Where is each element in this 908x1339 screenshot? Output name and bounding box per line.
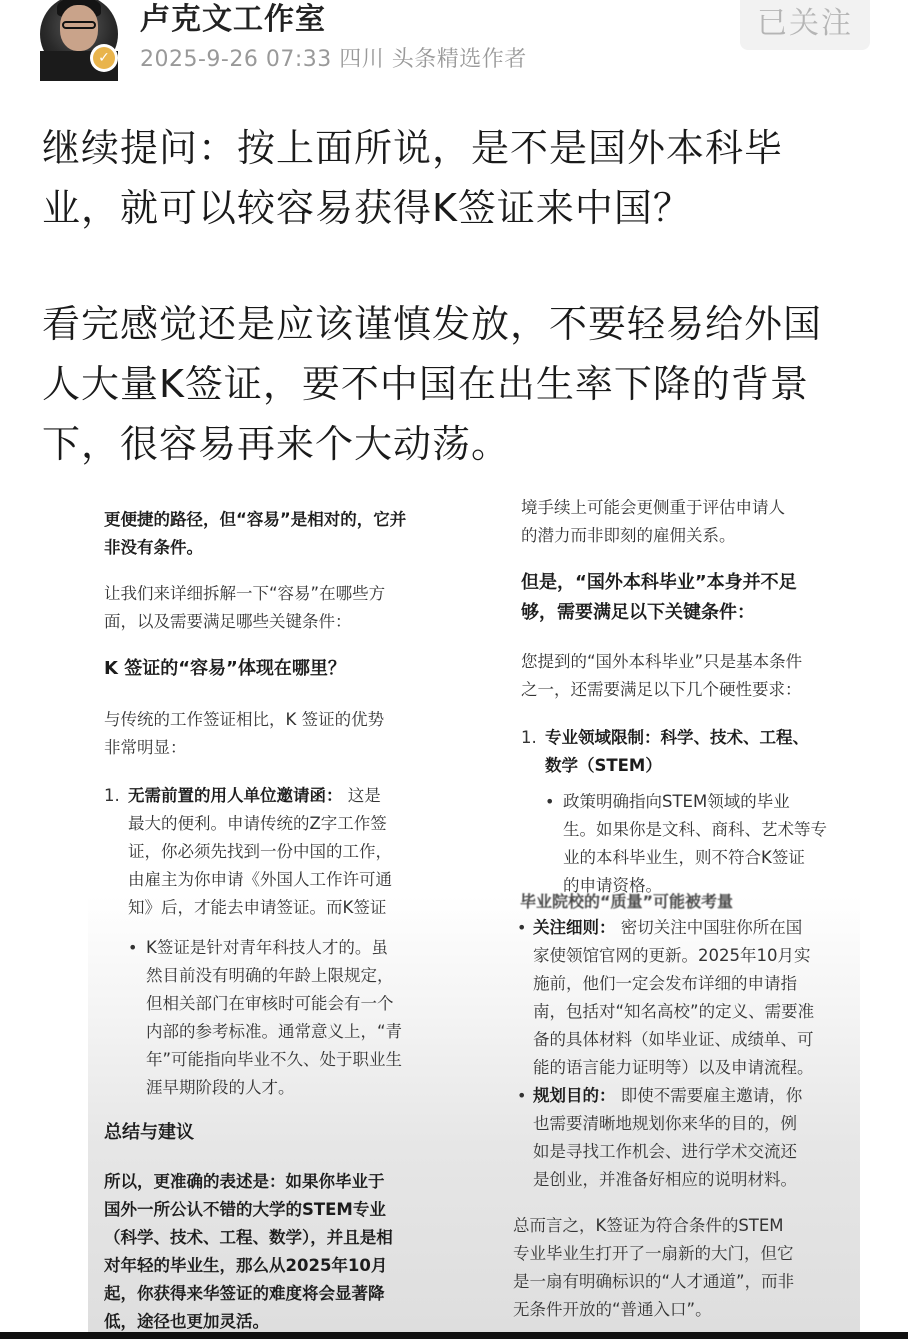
- bullet-icon: •: [517, 918, 527, 937]
- cut-off-line: 毕业院校的“质量”可能被考量: [520, 892, 734, 911]
- post-header: [0, 0, 908, 90]
- conclusion-paragraph: 总而言之，K签证为符合条件的STEM 专业毕业生打开了一扇新的大门，但它 是一扇有明确标识的“人才通道”，而非 无条件开放的“普通入口”。: [513, 1216, 795, 1319]
- bullet-icon: •: [128, 938, 138, 957]
- author-name[interactable]: 卢克文工作室: [140, 2, 326, 37]
- paragraph: 与传统的工作签证相比，K 签证的优势 非常明显：: [104, 710, 385, 757]
- post-body: [42, 118, 882, 474]
- paragraph: 让我们来详细拆解一下“容易”在哪些方 面，以及需要满足哪些关键条件：: [104, 584, 386, 631]
- post-paragraph-1: [42, 118, 882, 238]
- post-line: 下，很容易再来个大动荡。: [42, 422, 511, 466]
- post-line: 人大量K签证，要不中国在出生率下降的背景: [42, 362, 809, 406]
- embedded-screenshot[interactable]: 更便捷的路径，但“容易”是相对的，它并 非没有条件。 让我们来详细拆解一下“容易”在哪些方 面，以及需要满足哪些关键条件： K 签证的“容易”体现在哪里？ 与传统的工作签证相比，K 签证的优势 非常明显： 1. 无需前置的用人单位邀请函： 这是 最大的便利。申请传统的Z字工作签 证，你必须先找到一份中国的工作， 由雇主为你申请《外国人工作许可通 知》后，才能去申请签证。而K签证 • K签证是针对青年科技人才的。虽 然目前没有明确的年龄上限规定， 但相关部门在审核时可能会有一个 内部的参考标准。通常意义上，“青 年”可能指向毕业不久、处于职业生 涯早期阶段的人才。 总结与建议 所以，更准确的表述是：如果你毕业于 国外一所公认不错的大学的STEM专业 （科学、技术、工程、数学），并且是相 对年轻的毕业生，那么从2025年10月 起，你获得来华签证的难度将会显著降 低，途径也更加灵活。 境手续上可能会更侧重于评估申请人 的潜力而非即刻的雇佣关系。 但是，“国外本科毕业”本身并不足 够，需要满足以下关键条件： 您提到的“国外本科毕业”只是基本条件 之一，还需要满足以下几个硬性要求： 1. 专业领域限制：科学、技术、工程、 数学（STEM） • 政策明确指向STEM领域的毕业 生。如果你是文科、商科、艺术等专 业的本科毕业生，则不符合K签证 的申请资格。 毕业院校的“质量”可能被考量 • 关注细则： 密切关注中国驻你所在国 家使领馆官网的更新。2025年10月实 施前，他们一定会发布详细的申请指 南，包括对“知名高校”的定义、需要准 备的具体材料（如毕业证、成绩单、可 能的语言能力证明等）以及申请流程。 • 规划目的： 即使不需要雇主邀请，你 也需要清晰地规划你来华的目的，例 如是寻找工作机会、进行学术交流还 是创业，并准备好相应的说明材料。 总而言之，K签证为符合条件的STEM 专业毕业生打开了一扇新的大门，但它 是一扇有明确标识的“人才通道”，而非 无条件开放的“普通入口”。: [88, 492, 860, 1332]
- post-line: 继续提问：按上面所说，是不是国外本科毕: [42, 126, 784, 170]
- paragraph: 境手续上可能会更侧重于评估申请人 的潜力而非即刻的雇佣关系。: [521, 498, 785, 545]
- post-line: 业，就可以较容易获得K签证来中国？: [42, 186, 692, 230]
- intro-text: 更便捷的路径，但“容易”是相对的，它并 非没有条件。: [104, 510, 407, 557]
- section-heading: 总结与建议: [104, 1122, 194, 1143]
- summary-paragraph: 所以，更准确的表述是：如果你毕业于 国外一所公认不错的大学的STEM专业 （科学、技术、工程、数学），并且是相 对年轻的毕业生，那么从2025年10月 起，你获得来华签证的难度将会显著降 低，途径也更加灵活。: [104, 1172, 393, 1331]
- verified-badge-icon: ✓: [90, 44, 118, 72]
- bullet-icon: •: [517, 1086, 527, 1105]
- post-meta: 2025-9-26 07:33 四川 头条精选作者: [140, 47, 527, 72]
- section-heading: K 签证的“容易”体现在哪里？: [104, 658, 346, 679]
- follow-button[interactable]: 已关注: [740, 0, 870, 50]
- section-heading: 但是，“国外本科毕业”本身并不足 够，需要满足以下关键条件：: [521, 572, 797, 623]
- bullet-icon: •: [545, 792, 555, 811]
- paragraph: 您提到的“国外本科毕业”只是基本条件 之一，还需要满足以下几个硬性要求：: [521, 652, 803, 699]
- avatar-glasses: [62, 21, 96, 29]
- post-paragraph-2: [42, 294, 882, 474]
- bottom-edge: [0, 1332, 908, 1339]
- post-line: 看完感觉还是应该谨慎发放，不要轻易给外国: [42, 302, 823, 346]
